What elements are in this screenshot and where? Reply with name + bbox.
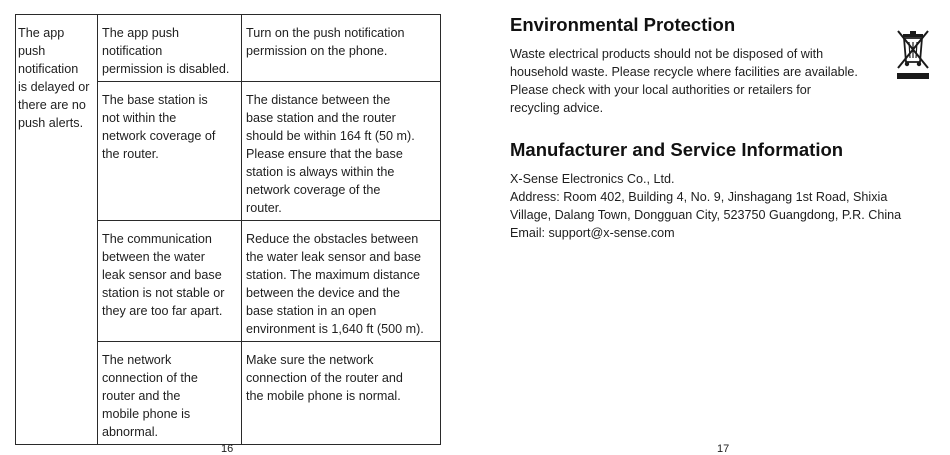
cause-cell — [98, 82, 242, 221]
problem-cell — [16, 15, 98, 445]
crossed-out-wheelie-bin-icon — [895, 28, 931, 80]
troubleshooting-table — [15, 14, 441, 445]
cause-text: The app push notification permission is disabled. — [102, 26, 230, 76]
right-page — [475, 0, 950, 455]
cause-text: The base station is not within the network coverage of the router. — [102, 93, 216, 161]
manufacturer-heading: Manufacturer and Service Information — [510, 139, 844, 160]
solution-cell — [242, 342, 441, 445]
solution-cell — [242, 82, 441, 221]
cause-cell — [98, 15, 242, 82]
solution-text: Reduce the obstacles between the water leak sensor and base station. The maximum distance between the device and the base station in an open environment is 1,640 ft (500 m). — [246, 232, 424, 336]
solution-cell — [242, 15, 441, 82]
cause-text: The communication between the water leak sensor and base station is not stable or they are too far apart. — [102, 232, 225, 318]
solution-text: Turn on the push notification permission on the phone. — [246, 26, 405, 58]
manufacturer-text: X-Sense Electronics Co., Ltd. Address: Room 402, Building 4, No. 9, Jinshagang 1st Road, Shixia Village, Dalang Town, Dongguan City, 523750 Guangdong, P.R. China Email: support@x-sense.com — [510, 172, 902, 240]
cause-cell — [98, 221, 242, 342]
cause-cell — [98, 342, 242, 445]
solution-cell — [242, 221, 441, 342]
cause-text: The network connection of the router and the mobile phone is abnormal. — [102, 353, 198, 439]
problem-text: The app push notification is delayed or there are no push alerts. — [18, 26, 90, 130]
solution-text: Make sure the network connection of the router and the mobile phone is normal. — [246, 353, 403, 403]
page-number: 16 — [221, 443, 234, 455]
table-row — [16, 15, 441, 82]
page-number: 17 — [717, 443, 730, 455]
solution-text: The distance between the base station and the router should be within 164 ft (50 m). Please ensure that the base station is always within the network coverage of the router. — [246, 93, 415, 215]
environmental-heading: Environmental Protection — [510, 14, 736, 35]
environmental-text: Waste electrical products should not be disposed of with household waste. Please recycle where facilities are available. Please check with your local authorities or retailers for recycling advice. — [510, 47, 858, 115]
